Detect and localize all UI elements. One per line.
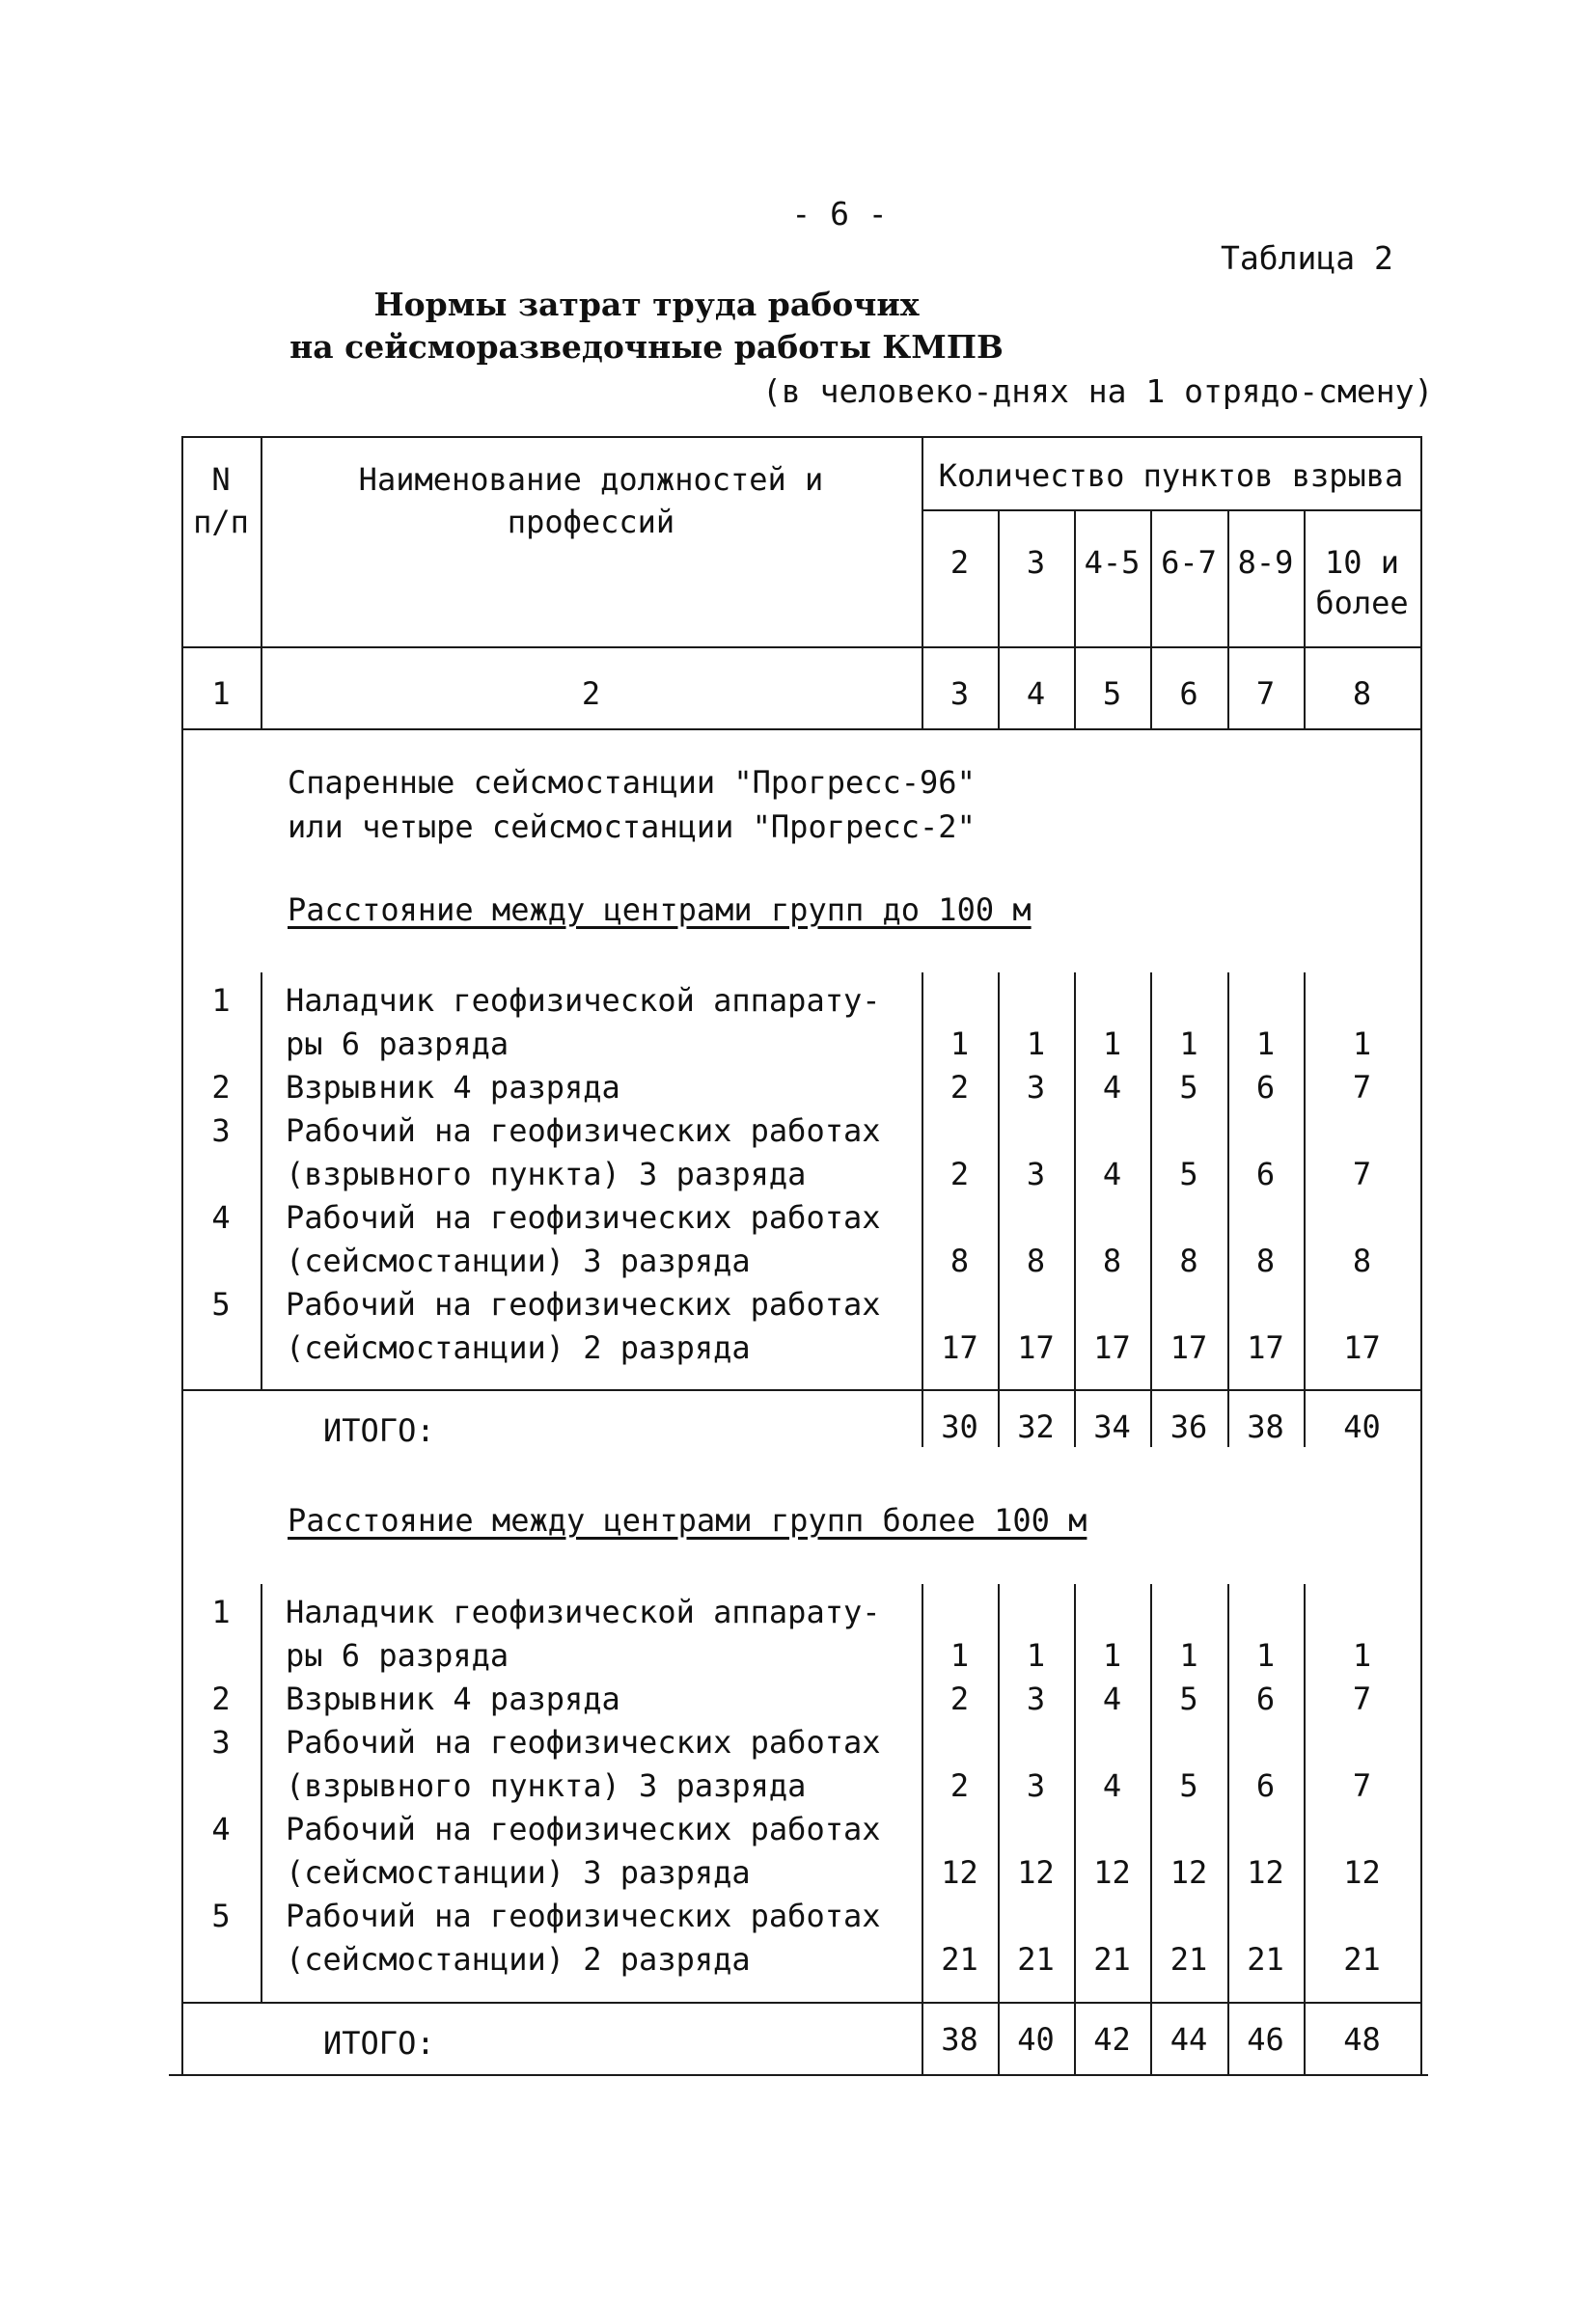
total-value: 44 — [1169, 2021, 1208, 2058]
page-number: - 6 - — [791, 195, 888, 232]
row-number: 4 — [211, 1199, 231, 1236]
row-value: 17 — [941, 1329, 978, 1366]
row-value: 17 — [1093, 1329, 1131, 1366]
row-value: 5 — [1179, 1069, 1198, 1106]
row-number: 1 — [211, 982, 231, 1019]
row-value: 7 — [1352, 1156, 1372, 1192]
row-value: 6 — [1255, 1681, 1276, 1717]
qty-col-divider — [1227, 972, 1229, 1389]
row-number: 3 — [211, 1724, 231, 1761]
row-value: 1 — [1102, 1637, 1122, 1674]
row-value: 7 — [1352, 1069, 1372, 1106]
section-heading: Расстояние между центрами групп более 100 м — [288, 1502, 1087, 1539]
row-label-cont: (сейсмостанции) 2 разряда — [286, 1941, 751, 1978]
table-right-border — [1420, 436, 1422, 2074]
index-cell: 6 — [1179, 675, 1198, 712]
qty-col-divider — [1074, 1584, 1076, 2002]
total-value: 38 — [1247, 1408, 1284, 1445]
header-sub-divider — [922, 509, 1420, 511]
row-value: 5 — [1179, 1156, 1198, 1192]
table-units: (в человеко-днях на 1 отрядо-смену) — [762, 372, 1434, 410]
row-number: 1 — [211, 1594, 231, 1630]
row-label: Рабочий на геофизических работах — [286, 1898, 881, 1934]
qty-col-divider — [1074, 2002, 1076, 2074]
index-cell: 4 — [1026, 675, 1046, 712]
row-value: 12 — [1093, 1854, 1131, 1891]
row-value: 4 — [1102, 1767, 1122, 1804]
qty-col-divider — [1150, 2002, 1152, 2074]
row-value: 8 — [1352, 1243, 1372, 1279]
header-subcol-label: 6-7 — [1161, 544, 1217, 581]
row-number: 4 — [211, 1811, 231, 1847]
total-value: 36 — [1169, 1408, 1208, 1445]
row-value: 7 — [1352, 1767, 1372, 1804]
section-intro-line-2: или четыре сейсмостанции "Прогресс-2" — [288, 808, 976, 845]
header-num-label: N — [211, 461, 231, 498]
header-bottom-border — [181, 646, 1420, 648]
header-subcol-label: 4-5 — [1084, 544, 1141, 581]
total-value: 40 — [1343, 1408, 1381, 1445]
header-qty-label: Количество пунктов взрыва — [938, 457, 1404, 494]
num-col-divider — [261, 1584, 262, 2002]
row-label: Наладчик геофизической аппарату- — [286, 1594, 881, 1630]
index-cell: 2 — [581, 675, 601, 712]
row-value: 1 — [1352, 1025, 1372, 1062]
row-value: 1 — [1179, 1025, 1198, 1062]
row-value: 6 — [1255, 1767, 1276, 1804]
table-title-line-2: на сейсморазведочные работы КМПВ — [289, 328, 1004, 366]
total-value: 34 — [1093, 1408, 1131, 1445]
section-intro-line-1: Спаренные сейсмостанции "Прогресс-96" — [288, 764, 976, 801]
row-label: Взрывник 4 разряда — [286, 1069, 620, 1106]
row-value: 5 — [1179, 1681, 1198, 1717]
section-heading: Расстояние между центрами групп до 100 м — [288, 891, 1032, 928]
row-value: 2 — [949, 1681, 970, 1717]
row-value: 21 — [1017, 1941, 1055, 1978]
qty-col-divider — [998, 2002, 1000, 2074]
row-label-cont: (взрывного пункта) 3 разряда — [286, 1767, 807, 1804]
qty-col-divider — [1227, 1389, 1229, 1447]
row-number: 2 — [211, 1069, 231, 1106]
index-cell: 8 — [1352, 675, 1372, 712]
qty-col-divider — [998, 1584, 1000, 2002]
total-value: 32 — [1017, 1408, 1055, 1445]
row-value: 21 — [1093, 1941, 1131, 1978]
header-num-label-2: п/п — [193, 504, 249, 540]
row-value: 4 — [1102, 1681, 1122, 1717]
section1-total-divider — [181, 1389, 1420, 1391]
num-col-divider — [261, 972, 262, 1389]
qty-col-divider — [1150, 1389, 1152, 1447]
row-label: Рабочий на геофизических работах — [286, 1199, 881, 1236]
row-value: 17 — [1169, 1329, 1208, 1366]
row-value: 6 — [1255, 1069, 1276, 1106]
row-label-cont: ры 6 разряда — [286, 1637, 509, 1674]
qty-col-divider — [1227, 2002, 1229, 2074]
total-value: 40 — [1017, 2021, 1055, 2058]
row-value: 1 — [949, 1637, 970, 1674]
qty-col-divider — [998, 972, 1000, 1389]
row-value: 3 — [1026, 1681, 1046, 1717]
name-col-divider — [922, 1584, 923, 2002]
qty-col-divider — [1227, 1584, 1229, 2002]
index-cell: 7 — [1255, 675, 1276, 712]
row-value: 12 — [1017, 1854, 1055, 1891]
row-value: 1 — [1102, 1025, 1122, 1062]
row-value: 12 — [1169, 1854, 1208, 1891]
row-value: 12 — [1343, 1854, 1381, 1891]
row-value: 8 — [1026, 1243, 1046, 1279]
index-row-bottom-border — [181, 728, 1420, 730]
total-value: 46 — [1247, 2021, 1284, 2058]
row-value: 21 — [1343, 1941, 1381, 1978]
row-value: 1 — [1352, 1637, 1372, 1674]
row-label-cont: (сейсмостанции) 3 разряда — [286, 1854, 751, 1891]
name-col-divider — [922, 2002, 923, 2074]
total-value: 48 — [1343, 2021, 1381, 2058]
row-value: 17 — [1247, 1329, 1284, 1366]
row-value: 12 — [941, 1854, 978, 1891]
qty-col-divider — [1304, 972, 1306, 1389]
row-value: 1 — [1255, 1637, 1276, 1674]
row-label: Рабочий на геофизических работах — [286, 1724, 881, 1761]
row-value: 7 — [1352, 1681, 1372, 1717]
header-subcol-label: более — [1315, 585, 1409, 621]
qty-col-divider — [1150, 972, 1152, 1389]
row-value: 1 — [1026, 1637, 1046, 1674]
row-value: 2 — [949, 1767, 970, 1804]
row-value: 21 — [1169, 1941, 1208, 1978]
row-value: 5 — [1179, 1767, 1198, 1804]
qty-col-divider — [998, 1389, 1000, 1447]
table-label: Таблица 2 — [1221, 239, 1393, 277]
row-label-cont: ры 6 разряда — [286, 1025, 509, 1062]
row-value: 4 — [1102, 1069, 1122, 1106]
row-value: 17 — [1343, 1329, 1381, 1366]
header-name-label-2: профессий — [507, 504, 675, 540]
index-cell: 1 — [211, 675, 231, 712]
row-label: Взрывник 4 разряда — [286, 1681, 620, 1717]
total-value: 38 — [941, 2021, 978, 2058]
table-title-line-1: Нормы затрат труда рабочих — [373, 286, 920, 323]
qty-col-divider — [1150, 1584, 1152, 2002]
header-subcol-label: 8-9 — [1237, 544, 1294, 581]
row-value: 3 — [1026, 1156, 1046, 1192]
header-subcol-label: 2 — [949, 544, 970, 581]
header-subcol-label: 3 — [1026, 544, 1046, 581]
row-value: 1 — [1026, 1025, 1046, 1062]
name-col-divider — [922, 1389, 923, 1447]
total-value: 42 — [1093, 2021, 1131, 2058]
row-value: 1 — [1255, 1025, 1276, 1062]
index-cell: 3 — [949, 675, 970, 712]
row-value: 3 — [1026, 1069, 1046, 1106]
row-label-cont: (взрывного пункта) 3 разряда — [286, 1156, 807, 1192]
header-subcol-label: 10 и — [1324, 544, 1400, 581]
row-label-cont: (сейсмостанции) 2 разряда — [286, 1329, 751, 1366]
row-value: 17 — [1017, 1329, 1055, 1366]
row-label: Рабочий на геофизических работах — [286, 1811, 881, 1847]
row-value: 21 — [1247, 1941, 1284, 1978]
row-value: 1 — [949, 1025, 970, 1062]
row-label: Наладчик геофизической аппарату- — [286, 982, 881, 1019]
row-number: 5 — [211, 1898, 231, 1934]
row-value: 8 — [1179, 1243, 1198, 1279]
total-label: ИТОГО: — [323, 2025, 435, 2062]
name-col-divider — [922, 972, 923, 1389]
qty-col-divider — [1074, 972, 1076, 1389]
table-top-border — [181, 436, 1420, 438]
total-value: 30 — [941, 1408, 978, 1445]
qty-col-divider — [1304, 1584, 1306, 2002]
row-value: 8 — [1102, 1243, 1122, 1279]
section2-total-divider — [181, 2002, 1420, 2004]
index-cell: 5 — [1102, 675, 1122, 712]
qty-col-divider — [1074, 1389, 1076, 1447]
header-name-label: Наименование должностей и — [358, 461, 824, 498]
row-number: 2 — [211, 1681, 231, 1717]
row-label-cont: (сейсмостанции) 3 разряда — [286, 1243, 751, 1279]
row-value: 12 — [1247, 1854, 1284, 1891]
row-number: 5 — [211, 1286, 231, 1323]
row-value: 2 — [949, 1069, 970, 1106]
row-value: 8 — [949, 1243, 970, 1279]
row-number: 3 — [211, 1112, 231, 1149]
row-value: 6 — [1255, 1156, 1276, 1192]
qty-col-divider — [1304, 2002, 1306, 2074]
row-value: 4 — [1102, 1156, 1122, 1192]
table-bottom-border — [169, 2074, 1428, 2076]
row-value: 8 — [1255, 1243, 1276, 1279]
row-value: 21 — [941, 1941, 978, 1978]
total-label: ИТОГО: — [323, 1412, 435, 1449]
row-value: 1 — [1179, 1637, 1198, 1674]
row-label: Рабочий на геофизических работах — [286, 1112, 881, 1149]
qty-col-divider — [1304, 1389, 1306, 1447]
row-value: 2 — [949, 1156, 970, 1192]
row-value: 3 — [1026, 1767, 1046, 1804]
row-label: Рабочий на геофизических работах — [286, 1286, 881, 1323]
